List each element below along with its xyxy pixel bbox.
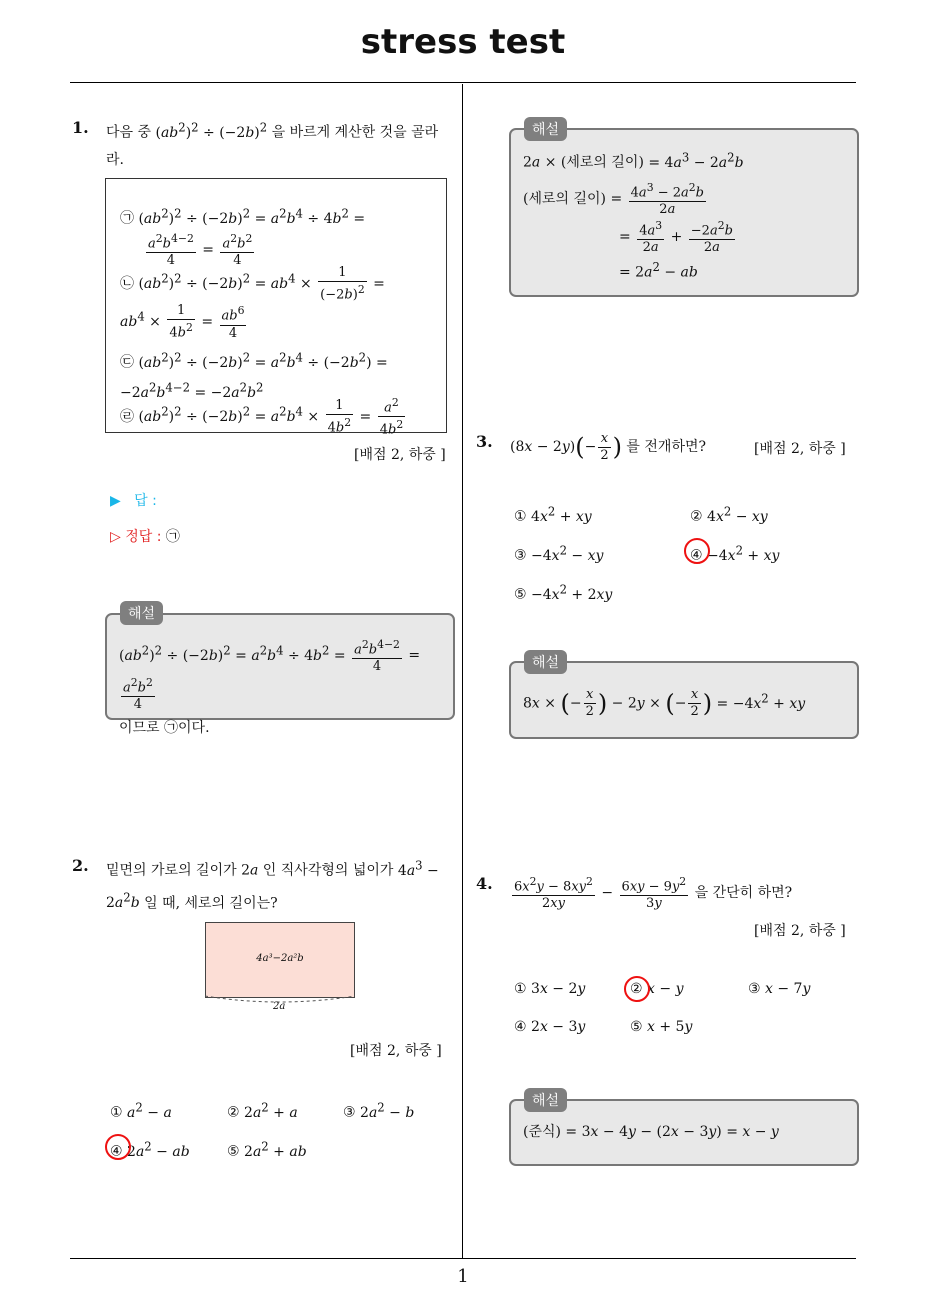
- q3-solution-tag: 해설: [524, 650, 567, 674]
- correct-value: ㉠: [165, 529, 180, 545]
- q4-solution-label: (준식): [523, 1124, 561, 1140]
- q1-solution-body: $(ab^2)^2 \div (-2b)^2 = a^2b^4 \div 4b^2$ = $\frac{a^2b^{4-2}}{4}$ = $\frac{a^2b^2}{4}$ 이므로 ㉠이다.: [119, 637, 421, 737]
- q1-number: 1.: [72, 118, 89, 137]
- q4-number: 4.: [476, 874, 493, 893]
- q1-options-box: [105, 178, 447, 438]
- q2-choice-1[interactable]: ① $a^2 - a$: [110, 1100, 172, 1121]
- q2-solution-tag: 해설: [524, 117, 567, 141]
- answer-label: 답 :: [134, 493, 157, 509]
- q1-option-b[interactable]: ㉡ $(ab^2)^2 \div (-2b)^2 = ab^4$ × $\frac{1}{(-2b)^2}$ = $ab^4$ × $\frac{1}{4b^2}$ = $\frac{ab^6}{4}$: [120, 265, 385, 341]
- column-divider: [462, 84, 463, 1258]
- q3-choice-1[interactable]: ① $4x^2$ + xy: [514, 504, 592, 525]
- choice-number: ⑤: [630, 1019, 643, 1035]
- q2-choice-5[interactable]: ⑤ $2a^2$ + ab: [227, 1139, 307, 1160]
- q3-choice-4[interactable]: ④ $-4x^2$ + xy: [690, 543, 780, 564]
- choice-number: ⑤: [227, 1143, 240, 1160]
- q4-choice-5[interactable]: ⑤ x + 5y: [630, 1019, 693, 1035]
- choice-number: ②: [630, 981, 643, 997]
- q2-solution-label: (세로의 길이): [560, 154, 644, 171]
- q2-score: [배점 2, 하중 ]: [350, 1043, 442, 1059]
- option-mark: ㉠: [120, 210, 134, 227]
- q2-figure-base: 2a: [273, 1001, 286, 1012]
- q1-solution-tag: 해설: [120, 601, 163, 625]
- q4-choice-4[interactable]: ④ 2x − 3y: [514, 1019, 586, 1035]
- choice-number: ①: [514, 508, 527, 525]
- choice-number: ⑤: [514, 586, 527, 603]
- q4-prompt-part: 을 간단히 하면?: [690, 885, 793, 902]
- choice-number: ③: [343, 1104, 356, 1121]
- q2-prompt-part: 인 직사각형의 넓이가: [258, 862, 398, 879]
- q1-correct-row: [110, 526, 180, 546]
- choice-number: ④: [110, 1143, 123, 1160]
- choice-number: ③: [748, 981, 761, 997]
- q3-choice-2[interactable]: ② $4x^2$ − xy: [690, 504, 768, 525]
- q4-score: [배점 2, 하중 ]: [754, 923, 846, 939]
- page-number: 1: [457, 1266, 469, 1287]
- q1-prompt-part: 다음 중: [106, 124, 156, 141]
- q4-choice-3[interactable]: ③ x − 7y: [748, 981, 811, 997]
- choice-number: ①: [514, 981, 527, 997]
- q1-prompt-part: 을 바르게 계산한 것을 골라: [267, 124, 439, 141]
- q2-solution-body: 2a × (세로의 길이) = $4a^3 - 2a^2b$ (세로의 길이) = $\frac{4a^3 - 2a^2b}{2a}$ = $\frac{4a^3}{2a}$ + $\frac{-2a^2b}{2a}$ = $2a^2$ − ab: [523, 150, 744, 281]
- q2-prompt-part: 밑면의 가로의 길이가: [106, 862, 242, 879]
- choice-number: ①: [110, 1104, 123, 1121]
- q1-solution-box: [105, 613, 455, 737]
- q4-choice-2[interactable]: ② x − y: [630, 981, 684, 997]
- q2-choice-2[interactable]: ② $2a^2 + a$: [227, 1100, 298, 1121]
- choice-number: ④: [690, 547, 703, 564]
- q3-number: 3.: [476, 432, 493, 451]
- q2-choice-4[interactable]: ④ $2a^2$ − ab: [110, 1139, 190, 1160]
- q2-figure-area: 4a³−2a²b: [256, 953, 304, 964]
- q3-choice-5[interactable]: ⑤ $-4x^2 + 2xy$: [514, 582, 613, 603]
- q2-correct-circle: [105, 1134, 131, 1160]
- q3-prompt-part: 를 전개하면?: [621, 439, 707, 455]
- bottom-rule: [70, 1258, 856, 1259]
- q1-option-a[interactable]: ㉠ $(ab^2)^2 \div (-2b)^2 = a^2b^4 \div 4b^2$ = $\frac{a^2b^{4-2}}{4}$ = $\frac{a^2b^2}{4}$: [120, 206, 366, 268]
- q1-solution-tail: 이므로 ㉠이다.: [119, 720, 210, 737]
- correct-label: 정답 :: [125, 529, 162, 545]
- option-mark: ㉡: [120, 276, 134, 293]
- q4-choice-1[interactable]: ① 3x − 2y: [514, 981, 586, 997]
- q2-rectangle-figure: [205, 922, 355, 998]
- q1-prompt: 다음 중 $(ab^2)^2 \div (-2b)^2$ 을 바르게 계산한 것을 골라 라.: [106, 120, 439, 168]
- page-title: stress test: [360, 22, 566, 62]
- q1-answer-row: [110, 490, 157, 510]
- triangle-outline-icon: ▷: [110, 529, 121, 545]
- q2-solution-label: (세로의 길이): [523, 190, 606, 207]
- option-mark: ㉢: [120, 354, 134, 371]
- q1-prompt-part: 라.: [106, 151, 124, 168]
- q4-correct-circle: [624, 976, 650, 1002]
- play-icon: ▶: [110, 493, 121, 509]
- q2-prompt: 밑면의 가로의 길이가 2a 인 직사각형의 넓이가 $4a^3$ − $2a^2b$ 일 때, 세로의 길이는?: [106, 858, 439, 912]
- q1-option-d[interactable]: ㉣ $(ab^2)^2 \div (-2b)^2 = a^2b^4$ × $\frac{1}{4b^2}$ = $\frac{a^2}{4b^2}$: [120, 396, 404, 438]
- option-mark: ㉣: [120, 408, 134, 425]
- choice-number: ②: [690, 508, 703, 525]
- q1-option-c[interactable]: ㉢ $(ab^2)^2 \div (-2b)^2 = a^2b^4 \div (-2b^2)$ = $-2a^2b^{4-2} = -2a^2b^2$: [120, 350, 388, 402]
- q4-solution-tag: 해설: [524, 1088, 567, 1112]
- q3-solution-body: 8x × (− $\frac{x}{2}$ ) − 2y × (− $\frac{x}{2}$ ) = $-4x^2$ + xy: [523, 687, 806, 720]
- choice-number: ④: [514, 1019, 527, 1035]
- q2-choice-3[interactable]: ③ $2a^2 - b$: [343, 1100, 415, 1121]
- top-rule: [70, 82, 856, 83]
- q3-prompt: (8x − 2y)(− $\frac{x}{2}$ ) 를 전개하면?: [510, 430, 707, 463]
- q4-solution-body: (준식) = 3x − 4y − (2x − 3y) = x − y: [523, 1124, 779, 1140]
- q3-choice-3[interactable]: ③ $-4x^2$ − xy: [514, 543, 604, 564]
- q3-score: [배점 2, 하중 ]: [754, 441, 846, 457]
- choice-number: ②: [227, 1104, 240, 1121]
- choice-number: ③: [514, 547, 527, 564]
- q2-number: 2.: [72, 856, 89, 875]
- q3-correct-circle: [684, 538, 710, 564]
- q2-prompt-part: 일 때, 세로의 길이는?: [139, 895, 278, 912]
- q1-score: [배점 2, 하중 ]: [354, 447, 446, 463]
- q4-prompt: $\frac{6x^2y - 8xy^2}{2xy}$ − $\frac{6xy - 9y^2}{3y}$ 을 간단히 하면?: [514, 875, 793, 912]
- q2-solution-box: [509, 128, 859, 297]
